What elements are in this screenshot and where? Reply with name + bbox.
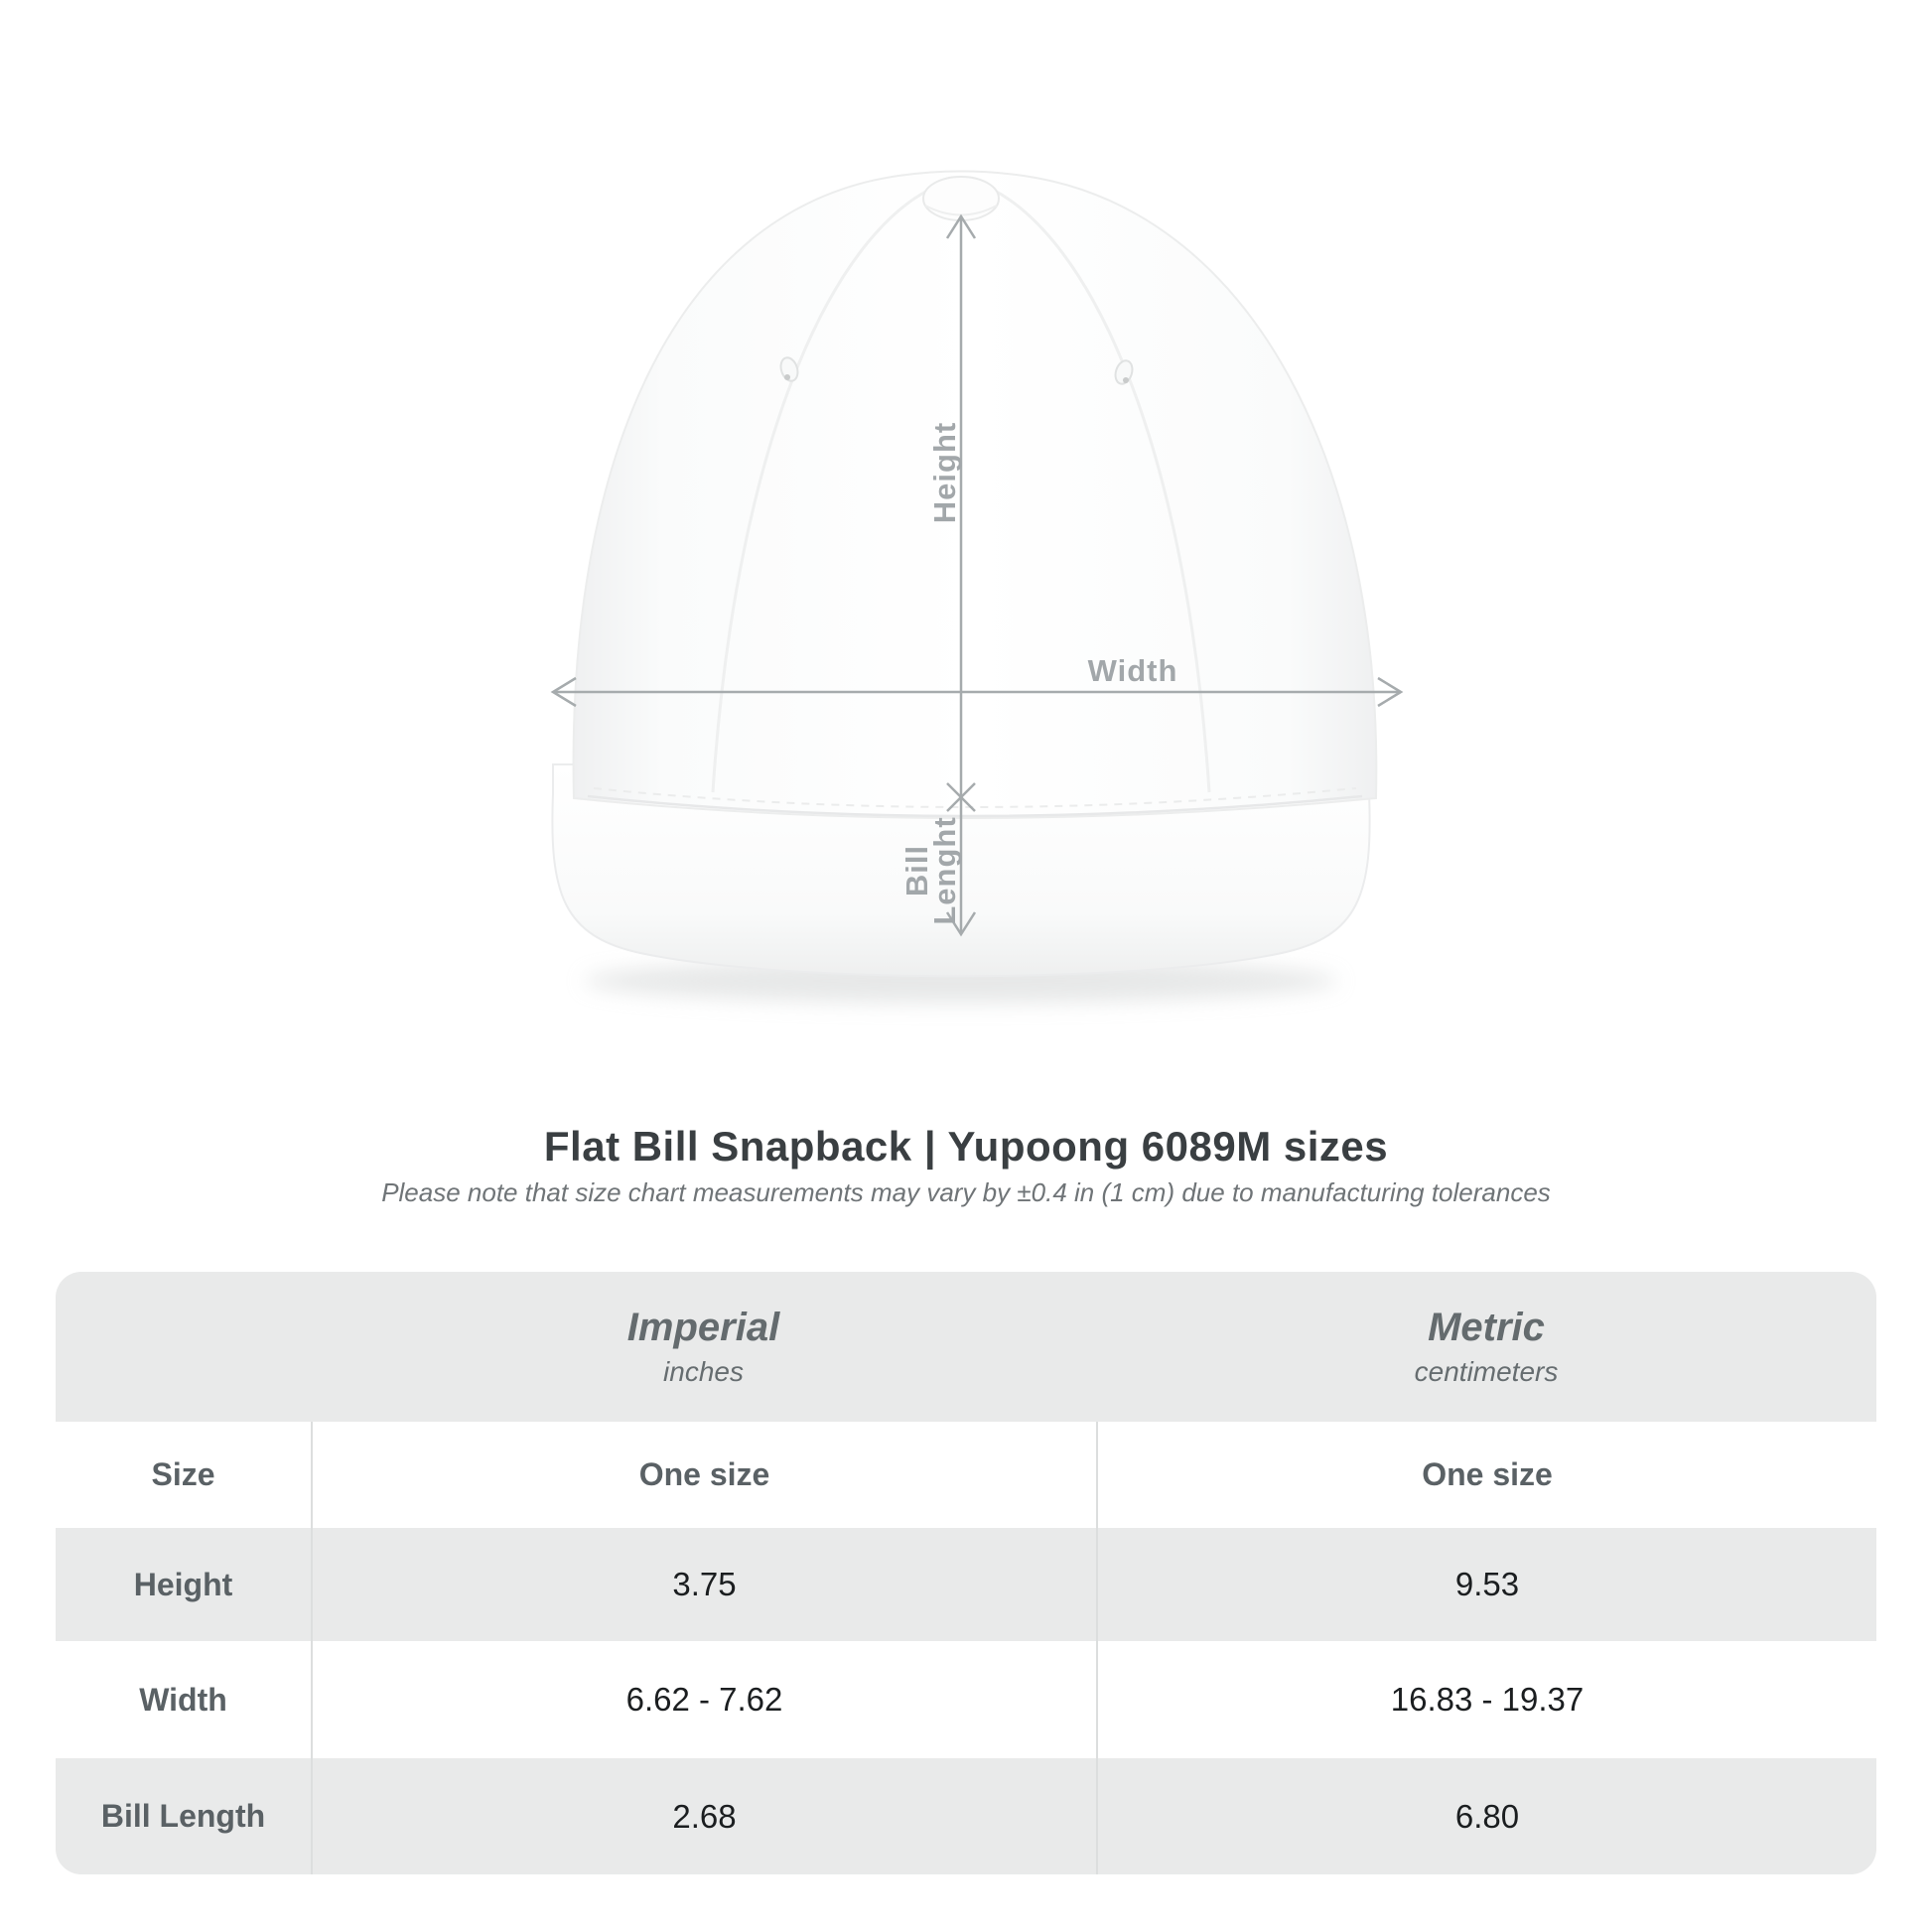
imperial-value-cell bbox=[311, 1528, 1096, 1641]
imperial-value-cell bbox=[311, 1422, 1096, 1528]
metric-value: One size bbox=[1422, 1456, 1553, 1492]
hat-crown-shape bbox=[574, 172, 1377, 819]
table-row bbox=[56, 1758, 1876, 1874]
imperial-value: 2.68 bbox=[672, 1797, 737, 1835]
imperial-value: 6.62 - 7.62 bbox=[625, 1681, 783, 1718]
metric-value-cell bbox=[1096, 1422, 1876, 1528]
header-metric bbox=[1096, 1272, 1876, 1422]
metric-value: 9.53 bbox=[1454, 1566, 1520, 1602]
header-spacer-cell bbox=[56, 1272, 311, 1422]
metric-unit: centimeters bbox=[1414, 1356, 1559, 1387]
tolerance-note: Please note that size chart measurements may vary by ±0.4 in (1 cm) due to manufacturing tolerances bbox=[381, 1177, 1551, 1207]
metric-value: 6.80 bbox=[1454, 1797, 1520, 1835]
bill-length-dimension-label-line1: Bill bbox=[899, 844, 934, 897]
imperial-value: 3.75 bbox=[672, 1566, 737, 1602]
row-label: Width bbox=[139, 1681, 227, 1718]
height-dimension-label: Height bbox=[927, 421, 962, 524]
table-row bbox=[56, 1641, 1876, 1758]
hat-diagram bbox=[496, 139, 1440, 1033]
metric-value-cell bbox=[1096, 1528, 1876, 1641]
imperial-unit: inches bbox=[663, 1356, 744, 1387]
size-table bbox=[56, 1272, 1876, 1874]
metric-value: 16.83 - 19.37 bbox=[1390, 1681, 1585, 1718]
page-title: Flat Bill Snapback | Yupoong 6089M sizes bbox=[543, 1123, 1389, 1170]
width-dimension-label: Width bbox=[1087, 653, 1178, 688]
size-table-header bbox=[56, 1272, 1876, 1422]
hat-button bbox=[923, 177, 999, 220]
imperial-label: Imperial bbox=[626, 1306, 780, 1349]
table-row bbox=[56, 1528, 1876, 1641]
metric-label: Metric bbox=[1428, 1306, 1545, 1349]
imperial-value-cell bbox=[311, 1641, 1096, 1758]
table-row bbox=[56, 1422, 1876, 1528]
header-imperial bbox=[311, 1272, 1096, 1422]
imperial-value: One size bbox=[638, 1456, 770, 1492]
row-label: Bill Length bbox=[100, 1798, 266, 1834]
row-label: Size bbox=[151, 1456, 215, 1492]
metric-value-cell bbox=[1096, 1758, 1876, 1874]
row-label: Height bbox=[133, 1566, 233, 1602]
imperial-value-cell bbox=[311, 1758, 1096, 1874]
metric-value-cell bbox=[1096, 1641, 1876, 1758]
bill-length-dimension-label-line2: Lenght bbox=[927, 816, 962, 925]
